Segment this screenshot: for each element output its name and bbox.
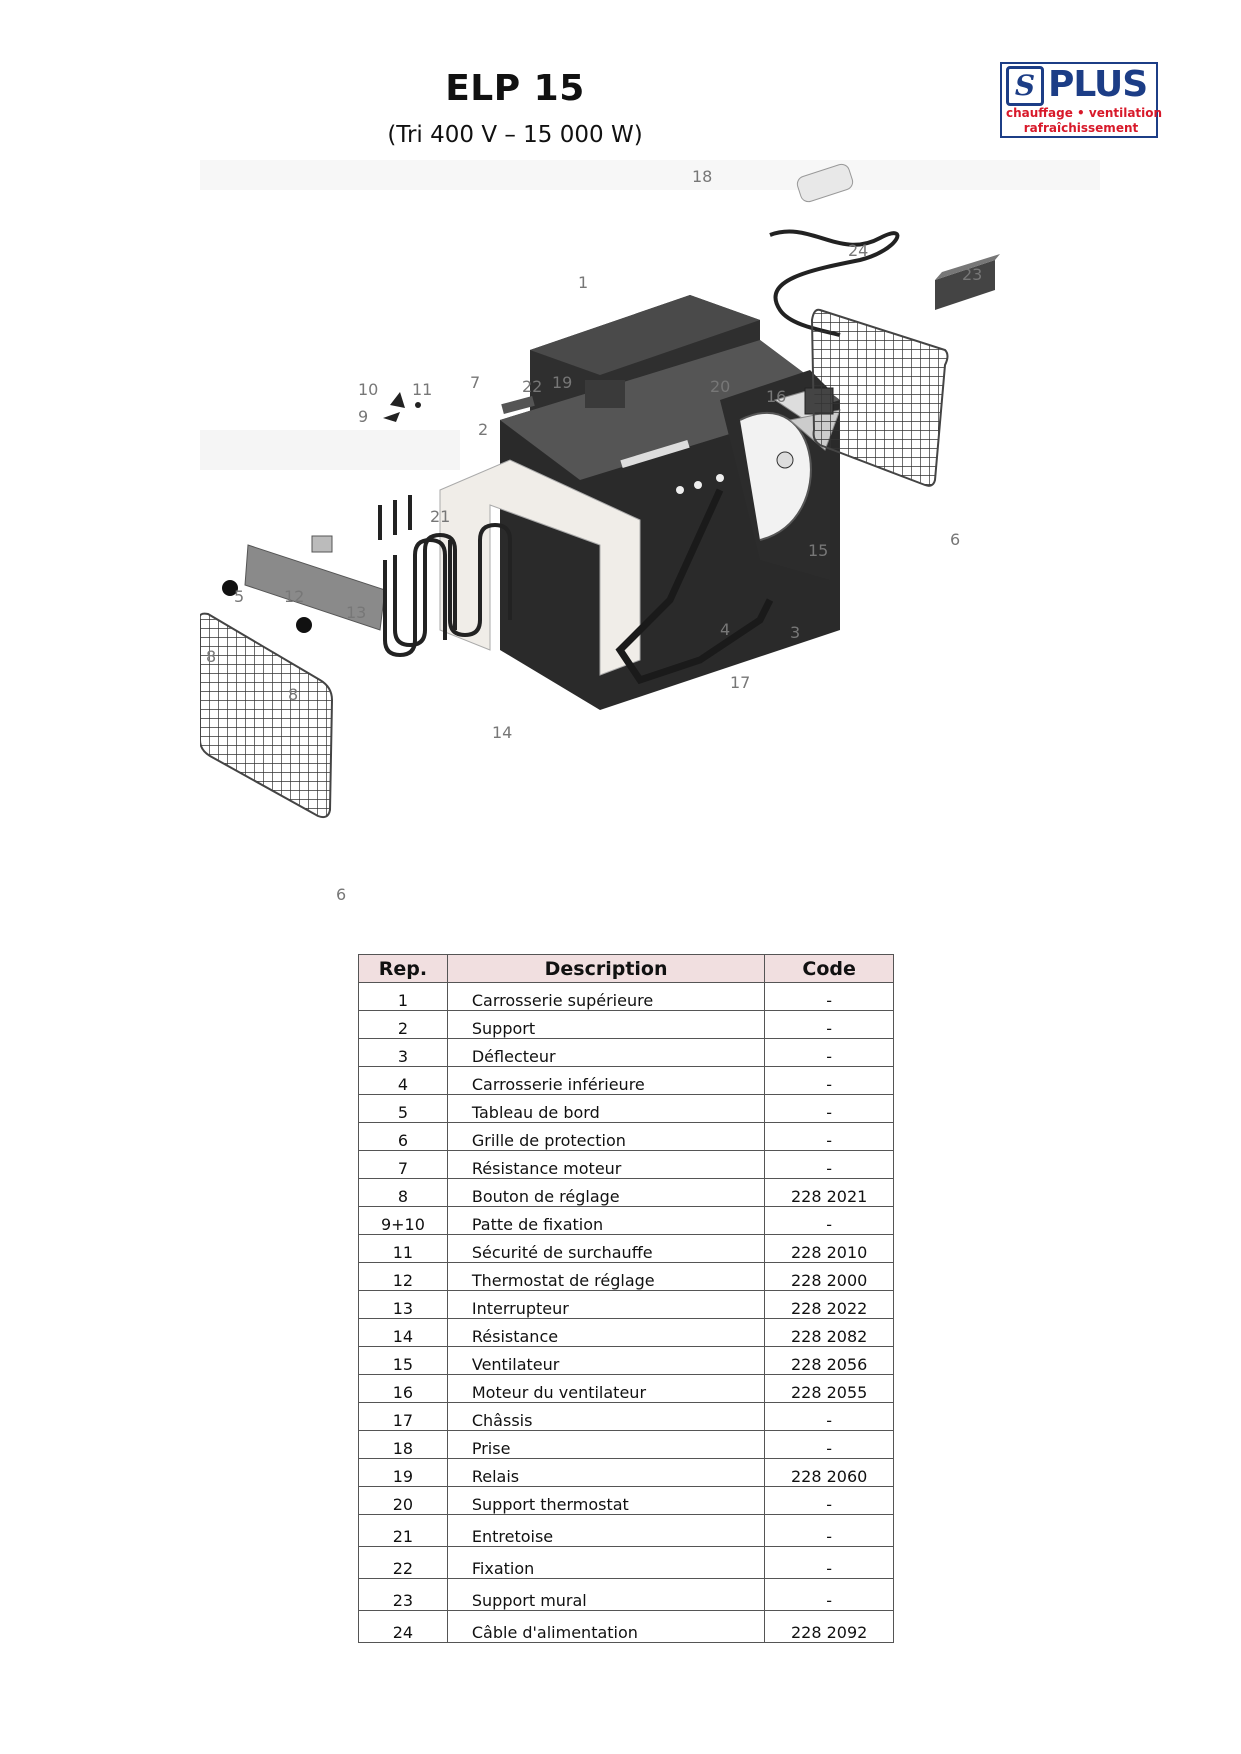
description-cell: Sécurité de surchauffe [447, 1235, 764, 1263]
callout-20: 20 [710, 377, 731, 396]
code-cell: 228 2082 [765, 1319, 894, 1347]
description-cell: Châssis [447, 1403, 764, 1431]
code-cell: - [765, 1151, 894, 1179]
rep-cell: 22 [359, 1547, 448, 1579]
table-header-row [359, 955, 894, 983]
description-cell: Interrupteur [447, 1291, 764, 1319]
table-row [359, 1375, 894, 1403]
description-cell: Bouton de réglage [447, 1179, 764, 1207]
code-cell: 228 2000 [765, 1263, 894, 1291]
logo-tagline-2: rafraîchissement [1023, 121, 1139, 135]
description-cell: Câble d'alimentation [447, 1611, 764, 1643]
rep-cell: 6 [359, 1123, 448, 1151]
column-header-description: Description [447, 955, 764, 983]
callout-13: 13 [346, 603, 367, 622]
callout-1: 1 [578, 273, 589, 292]
code-cell: 228 2021 [765, 1179, 894, 1207]
description-cell: Relais [447, 1459, 764, 1487]
table-row [359, 1039, 894, 1067]
rep-cell: 24 [359, 1611, 448, 1643]
splus-logo [1000, 62, 1163, 138]
rep-cell: 23 [359, 1579, 448, 1611]
logo-mark: S [1006, 66, 1044, 106]
table-row [359, 1207, 894, 1235]
rep-cell: 20 [359, 1487, 448, 1515]
description-cell: Entretoise [447, 1515, 764, 1547]
callout-5: 5 [234, 587, 245, 606]
description-cell: Prise [447, 1431, 764, 1459]
callout-4: 4 [720, 620, 731, 639]
parts-table [358, 954, 894, 1643]
table-row [359, 1067, 894, 1095]
code-cell: 228 2055 [765, 1375, 894, 1403]
logo-tagline-1: chauffage • ventilation [1006, 106, 1163, 120]
table-row [359, 1291, 894, 1319]
fixing-bracket-part [383, 392, 405, 422]
code-cell: - [765, 1431, 894, 1459]
callout-10: 10 [358, 380, 379, 399]
code-cell: - [765, 1207, 894, 1235]
description-cell: Thermostat de réglage [447, 1263, 764, 1291]
table-row [359, 1151, 894, 1179]
description-cell: Support mural [447, 1579, 764, 1611]
description-cell: Grille de protection [447, 1123, 764, 1151]
code-cell: - [765, 1579, 894, 1611]
callout-14: 14 [492, 723, 513, 742]
rep-cell: 3 [359, 1039, 448, 1067]
description-cell: Carrosserie inférieure [447, 1067, 764, 1095]
callout-23: 23 [962, 265, 983, 284]
description-cell: Ventilateur [447, 1347, 764, 1375]
rep-cell: 16 [359, 1375, 448, 1403]
logo-brand: PLUS [1048, 64, 1148, 105]
description-cell: Support thermostat [447, 1487, 764, 1515]
code-cell: 228 2092 [765, 1611, 894, 1643]
callout-17: 17 [730, 673, 751, 692]
rep-cell: 12 [359, 1263, 448, 1291]
rep-cell: 11 [359, 1235, 448, 1263]
table-row [359, 1403, 894, 1431]
callout-12: 12 [284, 587, 305, 606]
code-cell: - [765, 1515, 894, 1547]
code-cell: - [765, 1067, 894, 1095]
table-row [359, 983, 894, 1011]
code-cell: - [765, 983, 894, 1011]
front-grille-part [200, 614, 332, 818]
rep-cell: 19 [359, 1459, 448, 1487]
description-cell: Patte de fixation [447, 1207, 764, 1235]
table-row [359, 1235, 894, 1263]
table-row [359, 1431, 894, 1459]
callout-8b: 8 [288, 685, 299, 704]
table-row [359, 1179, 894, 1207]
description-cell: Résistance moteur [447, 1151, 764, 1179]
overheat-safety-part [415, 402, 421, 408]
description-cell: Résistance [447, 1319, 764, 1347]
table-row [359, 1095, 894, 1123]
table-row [359, 1547, 894, 1579]
table-row [359, 1123, 894, 1151]
rep-cell: 21 [359, 1515, 448, 1547]
description-cell: Carrosserie supérieure [447, 983, 764, 1011]
table-row [359, 1579, 894, 1611]
code-cell: - [765, 1123, 894, 1151]
knob-part [296, 617, 312, 633]
table-row [359, 1459, 894, 1487]
table-row [359, 1011, 894, 1039]
description-cell: Tableau de bord [447, 1095, 764, 1123]
code-cell: - [765, 1487, 894, 1515]
rep-cell: 9+10 [359, 1207, 448, 1235]
callout-7: 7 [470, 373, 481, 392]
rep-cell: 2 [359, 1011, 448, 1039]
callout-21: 21 [430, 507, 451, 526]
callout-22: 22 [522, 377, 543, 396]
code-cell: 228 2022 [765, 1291, 894, 1319]
callout-24: 24 [848, 241, 869, 260]
rep-cell: 8 [359, 1179, 448, 1207]
rep-cell: 15 [359, 1347, 448, 1375]
relay-part [585, 380, 625, 408]
table-row [359, 1515, 894, 1547]
callout-8a: 8 [206, 647, 217, 666]
callout-3: 3 [790, 623, 801, 642]
description-cell: Support [447, 1011, 764, 1039]
table-row [359, 1319, 894, 1347]
exploded-parts-diagram [200, 160, 1100, 940]
callout-2: 2 [478, 420, 489, 439]
page-subtitle: (Tri 400 V – 15 000 W) [387, 122, 643, 148]
code-cell: - [765, 1011, 894, 1039]
rep-cell: 7 [359, 1151, 448, 1179]
code-cell: - [765, 1039, 894, 1067]
description-cell: Moteur du ventilateur [447, 1375, 764, 1403]
rep-cell: 17 [359, 1403, 448, 1431]
page-title: ELP 15 [445, 68, 585, 109]
code-cell: 228 2010 [765, 1235, 894, 1263]
callout-19: 19 [552, 373, 573, 392]
description-cell: Fixation [447, 1547, 764, 1579]
table-row [359, 1611, 894, 1643]
table-row [359, 1263, 894, 1291]
callout-18: 18 [692, 167, 713, 186]
code-cell: - [765, 1547, 894, 1579]
table-row [359, 1487, 894, 1515]
table-row [359, 1347, 894, 1375]
callout-6b: 6 [336, 885, 347, 904]
column-header-code: Code [765, 955, 894, 983]
callout-9: 9 [358, 407, 369, 426]
column-header-rep: Rep. [359, 955, 448, 983]
rep-cell: 14 [359, 1319, 448, 1347]
rep-cell: 18 [359, 1431, 448, 1459]
callout-11: 11 [412, 380, 433, 399]
code-cell: 228 2056 [765, 1347, 894, 1375]
callout-16: 16 [766, 387, 787, 406]
rep-cell: 4 [359, 1067, 448, 1095]
rep-cell: 5 [359, 1095, 448, 1123]
code-cell: 228 2060 [765, 1459, 894, 1487]
description-cell: Déflecteur [447, 1039, 764, 1067]
callout-15: 15 [808, 541, 829, 560]
rep-cell: 1 [359, 983, 448, 1011]
code-cell: - [765, 1095, 894, 1123]
rep-cell: 13 [359, 1291, 448, 1319]
code-cell: - [765, 1403, 894, 1431]
callout-6a: 6 [950, 530, 961, 549]
